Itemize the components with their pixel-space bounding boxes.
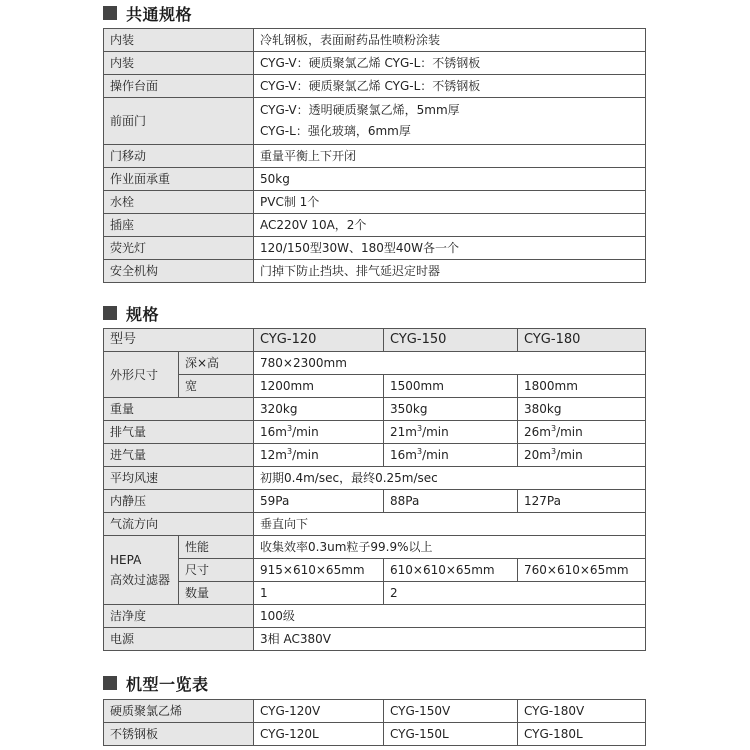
section-title-models [103,670,209,696]
table-row [104,467,646,490]
cell-value: 127Pa [518,490,646,513]
row-label: 内装 [104,29,254,52]
table-row [104,444,646,467]
row-label: 荧光灯 [104,237,254,260]
square-bullet-icon [103,306,117,320]
row-value: 3相 AC380V [254,628,646,651]
table-row [104,352,646,375]
cell-value: 350kg [384,398,518,421]
row-sublabel: 数量 [179,582,254,605]
section-title-spec [103,300,159,326]
cell-value: $20m^3/\min$ [518,444,646,467]
table-row [104,260,646,283]
row-value: PVC制 1个 [254,191,646,214]
row-label: 作业面承重 [104,168,254,191]
cell-value: 1200mm [254,375,384,398]
table-row [104,628,646,651]
cell-value: 1 [254,582,384,605]
cell-value: 1800mm [518,375,646,398]
row-value: 垂直向下 [254,513,646,536]
table-row [104,375,646,398]
row-value: 重量平衡上下开闭 [254,145,646,168]
row-value: AC220V 10A，2个 [254,214,646,237]
row-label: 排气量 [104,421,254,444]
cell-value: 2 [384,582,646,605]
square-bullet-icon [103,6,117,20]
row-value: CYG-V：硬质聚氯乙烯 CYG-L：不锈钢板 [254,75,646,98]
cell-value: 1500mm [384,375,518,398]
hepa-label-line-1: HEPA [110,553,142,567]
header-label: 型号 [104,329,254,352]
row-value: 100级 [254,605,646,628]
row-value: 门掉下防止挡块、排气延迟定时器 [254,260,646,283]
cell-value: $26m^3/\min$ [518,421,646,444]
hepa-label-line-2: 高效过滤器 [110,573,171,587]
table-row [104,513,646,536]
table-row [104,605,646,628]
cell-value: CYG-120L [254,723,384,746]
section-title-text: 规格 [126,304,160,324]
row-sublabel: 深×高 [179,352,254,375]
cell-value: $16m^3/\min$ [254,421,384,444]
table-row [104,723,646,746]
table-row [104,191,646,214]
cell-value: 915×610×65mm [254,559,384,582]
row-label: 安全机构 [104,260,254,283]
section-title-text: 共通规格 [126,4,193,24]
table-row [104,490,646,513]
front-door-line-2: CYG-L：强化玻璃，6mm厚 [260,124,411,138]
front-door-line-1: CYG-V：透明硬质聚氯乙烯，5mm厚 [260,103,460,117]
table-row [104,75,646,98]
row-label: 水栓 [104,191,254,214]
row-label: 外形尺寸 [104,352,179,398]
table-row [104,145,646,168]
table-row [104,582,646,605]
row-sublabel: 尺寸 [179,559,254,582]
model-spec-table [103,328,646,651]
row-label: 洁净度 [104,605,254,628]
row-label: 内装 [104,52,254,75]
cell-value: $16m^3/\min$ [384,444,518,467]
row-value: CYG-V：硬质聚氯乙烯 CYG-L：不锈钢板 [254,52,646,75]
row-label: 门移动 [104,145,254,168]
table-row [104,559,646,582]
table-row [104,98,646,145]
row-value: 120/150型30W、180型40W各一个 [254,237,646,260]
cell-value: CYG-180V [518,700,646,723]
row-label: 操作台面 [104,75,254,98]
table-row [104,52,646,75]
row-value: 初期0.4m/sec，最终0.25m/sec [254,467,646,490]
row-label: 重量 [104,398,254,421]
cell-value: 380kg [518,398,646,421]
cell-value: $21m^3/\min$ [384,421,518,444]
cell-value: 88Pa [384,490,518,513]
square-bullet-icon [103,676,117,690]
common-spec-table [103,28,646,283]
table-row [104,398,646,421]
cell-value: $12m^3/\min$ [254,444,384,467]
row-label-hepa [104,536,179,605]
row-label: 进气量 [104,444,254,467]
cell-value: CYG-120V [254,700,384,723]
row-label: 不锈钢板 [104,723,254,746]
table-row [104,421,646,444]
row-label: 前面门 [104,98,254,145]
cell-value: CYG-150L [384,723,518,746]
table-row [104,168,646,191]
header-model-1: CYG-120 [254,329,384,352]
row-sublabel: 宽 [179,375,254,398]
row-label: 硬质聚氯乙烯 [104,700,254,723]
cell-value: CYG-150V [384,700,518,723]
cell-value: 760×610×65mm [518,559,646,582]
row-value: 780×2300mm [254,352,646,375]
row-value: 冷轧钢板，表面耐药品性喷粉涂装 [254,29,646,52]
cell-value: CYG-180L [518,723,646,746]
header-model-2: CYG-150 [384,329,518,352]
table-row [104,214,646,237]
row-label: 插座 [104,214,254,237]
model-list-table [103,699,646,746]
section-title-common [103,0,192,26]
row-label: 气流方向 [104,513,254,536]
row-sublabel: 性能 [179,536,254,559]
row-label: 平均风速 [104,467,254,490]
row-label: 内静压 [104,490,254,513]
cell-value: 59Pa [254,490,384,513]
cell-value: 610×610×65mm [384,559,518,582]
table-row [104,700,646,723]
table-header-row [104,329,646,352]
row-value: 收集效率0.3um粒子99.9%以上 [254,536,646,559]
row-label: 电源 [104,628,254,651]
header-model-3: CYG-180 [518,329,646,352]
table-row [104,29,646,52]
table-row [104,237,646,260]
row-value-multiline [254,98,646,145]
cell-value: 320kg [254,398,384,421]
row-value: 50kg [254,168,646,191]
section-title-text: 机型一览表 [126,674,209,694]
table-row [104,536,646,559]
